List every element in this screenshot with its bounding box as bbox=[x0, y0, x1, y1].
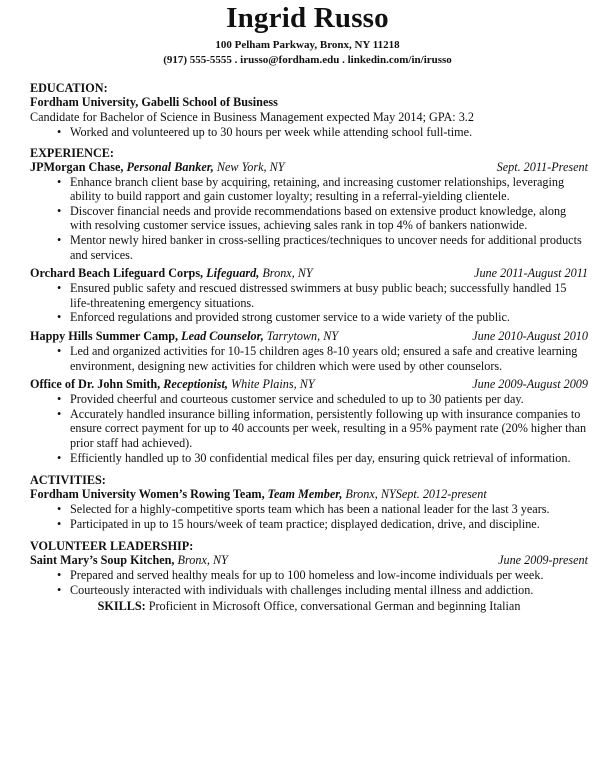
activity-bullets bbox=[30, 502, 588, 531]
activity-role: Team Member, bbox=[267, 487, 343, 502]
volunteer-header bbox=[30, 553, 588, 568]
bullet-icon: • bbox=[57, 203, 62, 218]
skills-text: Proficient in Microsoft Office, conversational German and beginning Italian bbox=[145, 599, 521, 614]
job-date: June 2010-August 2010 bbox=[472, 328, 588, 343]
job-role: Lead Counselor, bbox=[181, 328, 264, 343]
job-role: Lifeguard, bbox=[206, 266, 260, 281]
activity-date: Sept. 2012-present bbox=[395, 487, 487, 502]
bullet-icon: • bbox=[57, 392, 62, 407]
volunteer-date: June 2009-present bbox=[498, 553, 588, 568]
job-org: Orchard Beach Lifeguard Corps, bbox=[30, 266, 207, 281]
list-item: • Discover financial needs and provide recommendations based on extensive product knowledge, along with resolving customer service issues, achieving sales rank in top 4% of bankers nationwide. bbox=[57, 203, 567, 233]
experience-heading: EXPERIENCE: bbox=[30, 145, 114, 160]
job-bullets bbox=[30, 175, 588, 263]
job-header bbox=[30, 266, 588, 281]
job-header bbox=[30, 377, 588, 392]
list-item: • Enforced regulations and provided strong customer service to a wide variety of the public. bbox=[57, 310, 510, 325]
education-heading: EDUCATION: bbox=[30, 81, 108, 95]
volunteer-bullets bbox=[30, 568, 588, 597]
list-item: • Enhance branch client base by acquiring, retaining, and increasing customer relationships, leveraging ability to build rapport and gain customer loyalty; resulting in a referral-yielding clientele. bbox=[57, 174, 565, 204]
list-item: • Courteously interacted with individuals with challenges including mental illness and addiction. bbox=[57, 582, 534, 597]
bullet-icon: • bbox=[57, 174, 62, 189]
job-org: Office of Dr. John Smith, bbox=[30, 377, 164, 392]
job-date: Sept. 2011-Present bbox=[496, 159, 588, 174]
job-bullets bbox=[30, 281, 588, 325]
list-item: • Mentor newly hired banker in cross-selling practices/techniques to uncover needs for additional products and services. bbox=[57, 232, 582, 262]
list-item: • Provided cheerful and courteous customer service and scheduled to up to 30 patients per day. bbox=[57, 392, 524, 407]
candidate-name: Ingrid Russo bbox=[226, 2, 389, 34]
job-org: JPMorgan Chase, bbox=[30, 159, 127, 174]
bullet-icon: • bbox=[57, 568, 62, 583]
list-item: • Prepared and served healthy meals for up to 100 homeless and low-income individuals per week. bbox=[57, 568, 544, 583]
activity-org: Fordham University Women’s Rowing Team, bbox=[30, 487, 268, 502]
job-location: Tarrytown, NY bbox=[263, 328, 339, 343]
bullet-icon: • bbox=[57, 232, 62, 247]
job-location: New York, NY bbox=[213, 159, 285, 174]
skills-label: SKILLS: bbox=[97, 599, 146, 614]
list-item: • Selected for a highly-competitive sports team which has been a national leader for the last 3 years. bbox=[57, 502, 550, 517]
list-item: • Participated in up to 15 hours/week of team practice; displayed dedication, drive, and discipline. bbox=[57, 516, 540, 531]
education-degree: Candidate for Bachelor of Science in Business Management expected May 2014; GPA: 3.2 bbox=[30, 110, 474, 124]
job-role: Personal Banker, bbox=[126, 159, 214, 174]
volunteer-org: Saint Mary’s Soup Kitchen, bbox=[30, 553, 178, 568]
contact-line: (917) 555-5555 . irusso@fordham.edu . linkedin.com/in/irusso bbox=[163, 54, 452, 66]
bullet-icon: • bbox=[57, 310, 62, 325]
volunteer-heading: VOLUNTEER LEADERSHIP: bbox=[30, 539, 194, 554]
list-item: • Led and organized activities for 10-15 children ages 8-10 years old; ensured a safe and creative learning environment, designing new activities for children which were used by other counselors. bbox=[57, 343, 578, 373]
job-org: Happy Hills Summer Camp, bbox=[30, 328, 182, 343]
address-line: 100 Pelham Parkway, Bronx, NY 11218 bbox=[215, 39, 400, 51]
bullet-icon: • bbox=[57, 343, 62, 358]
job-role: Receptionist, bbox=[163, 377, 228, 392]
resume-body bbox=[30, 79, 588, 614]
skills-line bbox=[30, 599, 588, 614]
list-item: • Efficiently handled up to 30 confidential medical files per day, ensuring quick retrieval of information. bbox=[57, 450, 571, 465]
job-header bbox=[30, 329, 588, 344]
list-item: • Worked and volunteered up to 30 hours per week while attending school full-time. bbox=[57, 125, 473, 139]
bullet-icon: • bbox=[57, 516, 62, 531]
job-header bbox=[30, 160, 588, 175]
bullet-icon: • bbox=[57, 125, 62, 139]
list-item: • Accurately handled insurance billing information, persistently following up with insurance companies to ensure correct payment for up to 40 accounts per week, resulting in a 95% payment rate (20% higher than prior staff had achieved). bbox=[57, 406, 587, 450]
job-location: White Plains, NY bbox=[227, 377, 315, 392]
bullet-icon: • bbox=[57, 281, 62, 296]
job-location: Bronx, NY bbox=[259, 266, 313, 281]
job-date: June 2011-August 2011 bbox=[474, 266, 588, 281]
bullet-icon: • bbox=[57, 502, 62, 517]
job-bullets bbox=[30, 392, 588, 465]
bullet-icon: • bbox=[57, 406, 62, 421]
volunteer-location: Bronx, NY bbox=[177, 553, 228, 568]
job-bullets bbox=[30, 344, 588, 373]
bullet-icon: • bbox=[57, 450, 62, 465]
list-item: • Ensured public safety and rescued distressed swimmers at busy public beach; successfully handled 15 life-threatening emergency situations. bbox=[57, 281, 567, 310]
job-date: June 2009-August 2009 bbox=[472, 377, 588, 392]
bullet-icon: • bbox=[57, 582, 62, 597]
activities-heading: ACTIVITIES: bbox=[30, 473, 106, 488]
activity-location: Bronx, NY bbox=[342, 487, 396, 502]
activity-header bbox=[30, 487, 588, 502]
education-bullets bbox=[30, 125, 588, 140]
education-school: Fordham University, Gabelli School of Business bbox=[30, 95, 278, 109]
